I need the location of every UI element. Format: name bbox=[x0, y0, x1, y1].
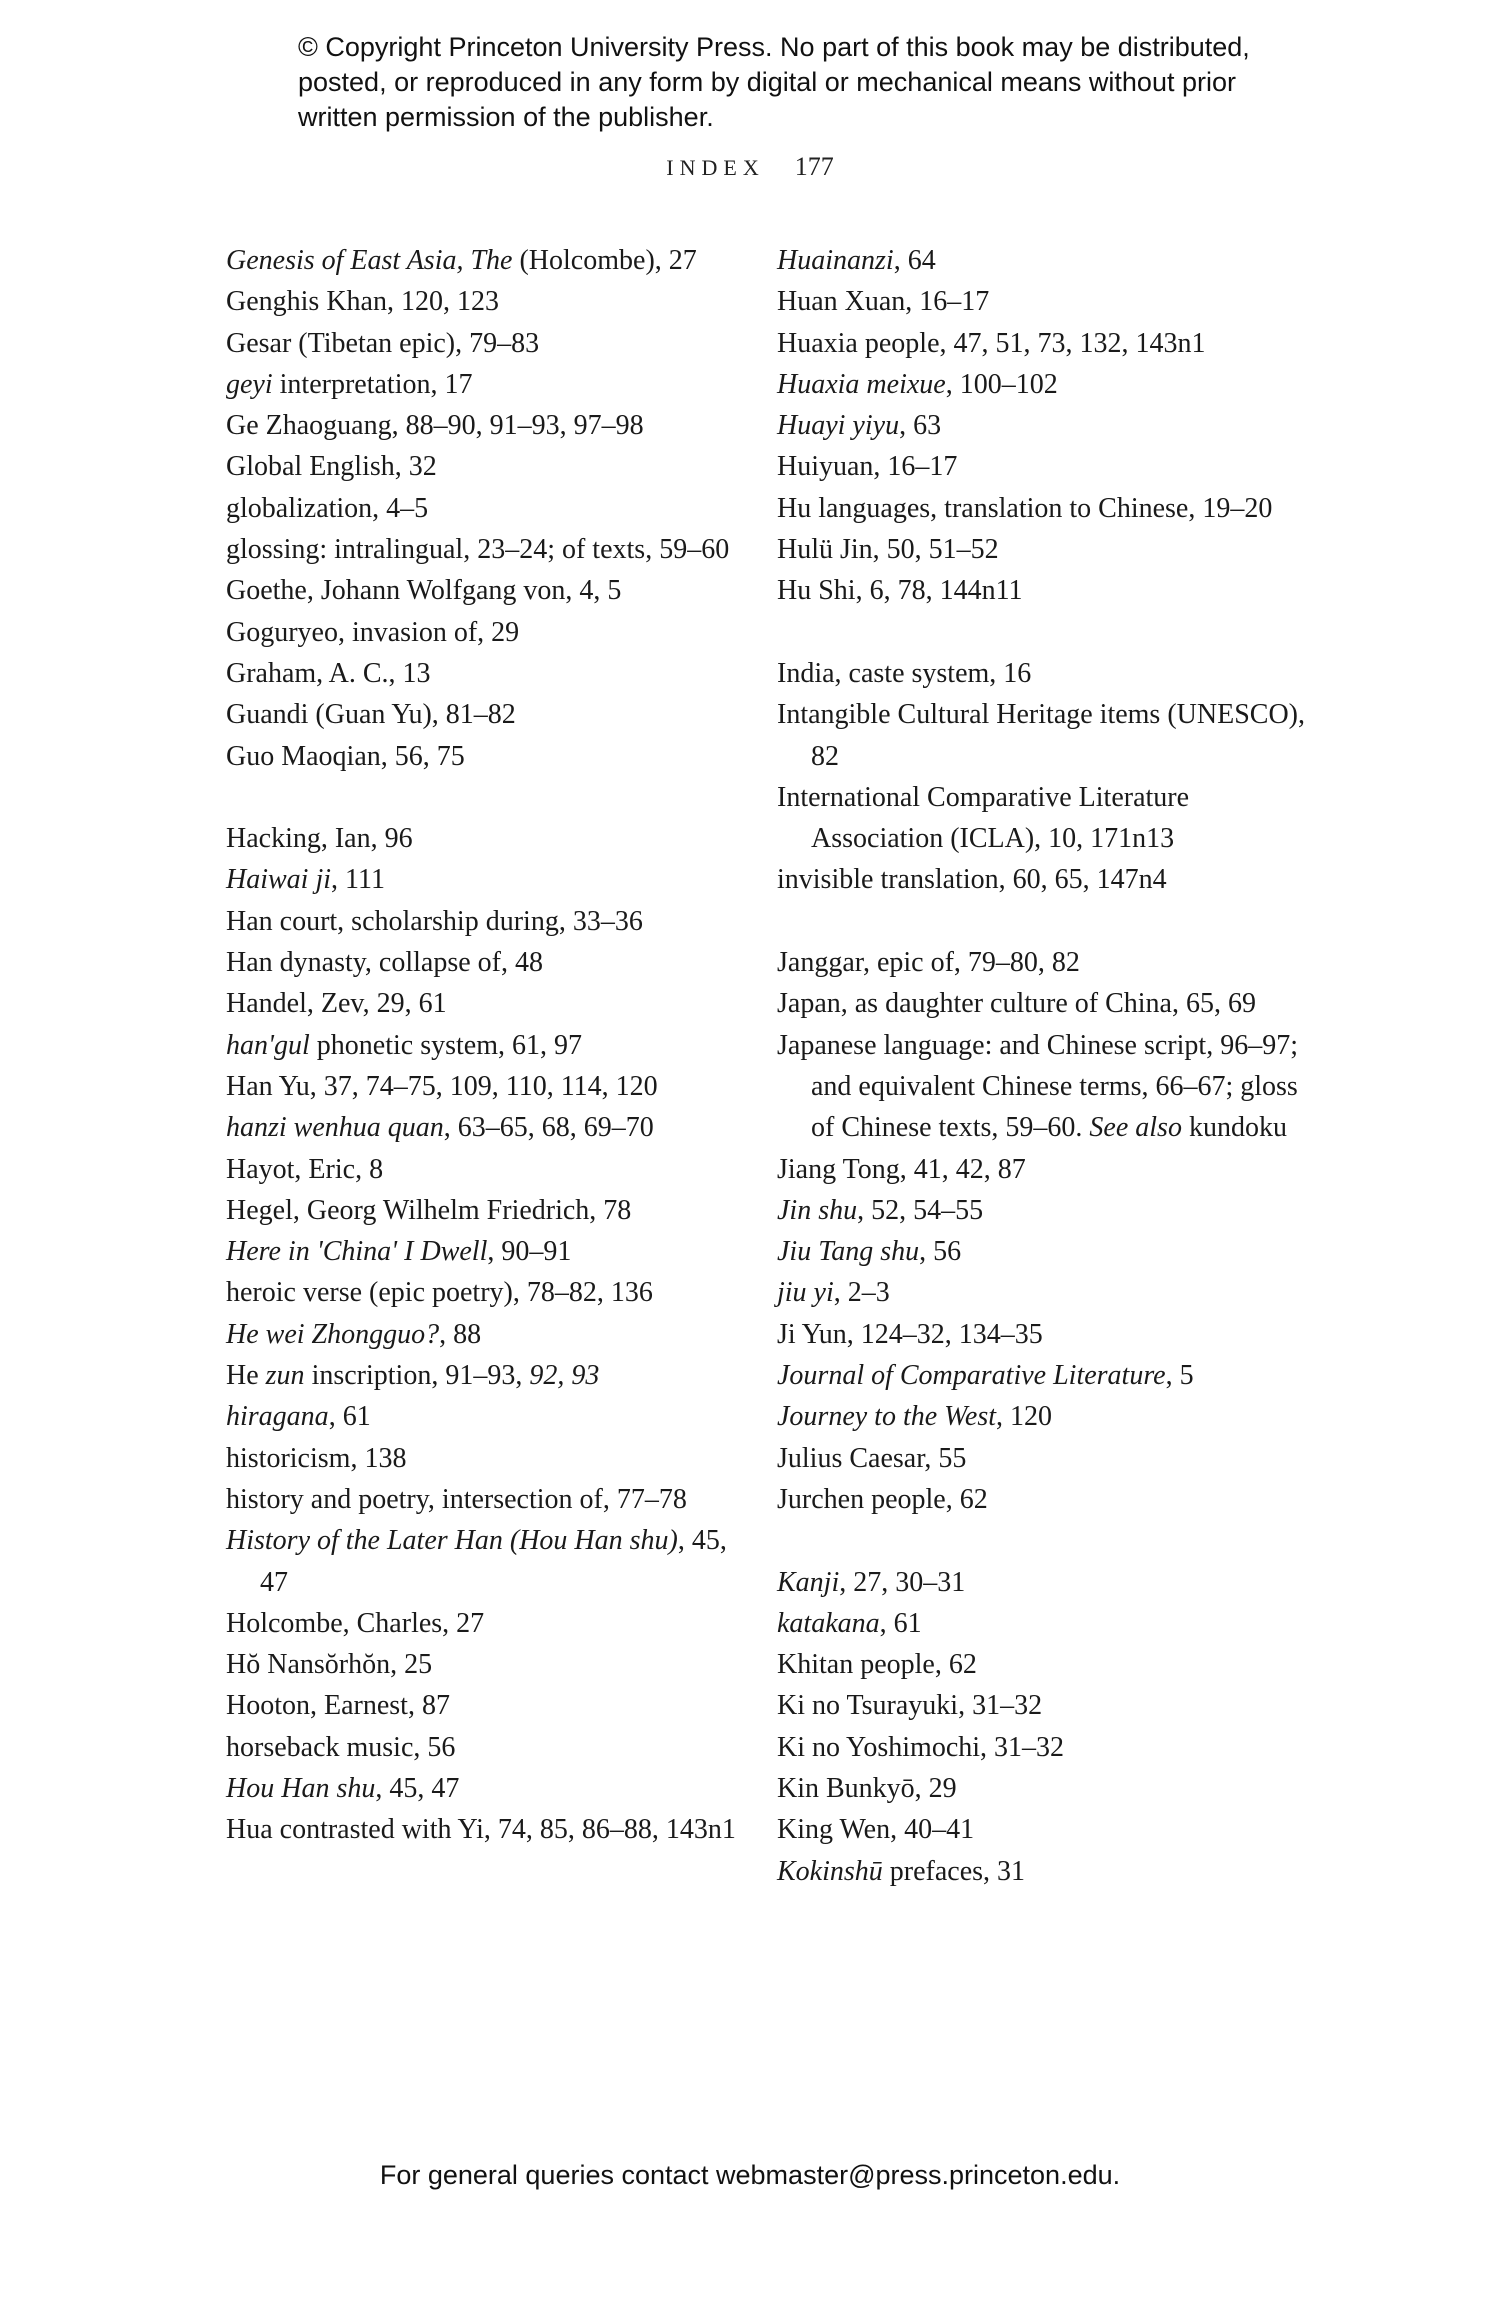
index-entry-text: Hacking, Ian, 96 bbox=[226, 823, 413, 855]
index-entry bbox=[226, 1438, 756, 1479]
index-entry-text: Guo Maoqian, 56, 75 bbox=[226, 740, 465, 772]
index-entry-text: Huan Xuan, 16–17 bbox=[777, 286, 990, 318]
index-column-right bbox=[777, 240, 1307, 1892]
index-entry bbox=[226, 942, 756, 983]
index-entry bbox=[226, 612, 756, 653]
index-entry bbox=[226, 1231, 756, 1272]
index-entry-text: , 63–65, 68, 69–70 bbox=[443, 1112, 654, 1144]
index-entry bbox=[777, 1355, 1307, 1396]
index-entry-italic-text: Huayi yiyu bbox=[777, 410, 900, 442]
index-entry-text: International Comparative Literature Association (ICLA), 10, 171n13 bbox=[777, 781, 1190, 855]
footer-contact: For general queries contact webmaster@press.princeton.edu. bbox=[379, 2160, 1121, 2190]
index-entry-italic-text: Kanji bbox=[777, 1566, 840, 1598]
index-entry bbox=[226, 1149, 756, 1190]
index-entry bbox=[226, 570, 756, 611]
index-entry-text: Kin Bunkyō, 29 bbox=[777, 1772, 957, 1804]
running-head-label: INDEX bbox=[666, 155, 765, 180]
index-entry-text: Goguryeo, invasion of, 29 bbox=[226, 616, 520, 648]
index-entry bbox=[226, 859, 756, 900]
index-entry-text: Gesar (Tibetan epic), 79–83 bbox=[226, 327, 540, 359]
index-entry bbox=[777, 1438, 1307, 1479]
index-entry-text: Guandi (Guan Yu), 81–82 bbox=[226, 699, 516, 731]
index-entry bbox=[777, 1768, 1307, 1809]
index-entry bbox=[226, 736, 756, 777]
index-entry bbox=[226, 1644, 756, 1685]
index-entry-italic-text: han'gul bbox=[226, 1029, 310, 1061]
index-entry bbox=[226, 240, 756, 281]
index-entry-text: , 120 bbox=[996, 1401, 1053, 1433]
index-entry-text: historicism, 138 bbox=[226, 1442, 407, 1474]
index-entry-italic-text: Haiwai ji bbox=[226, 864, 332, 896]
index-entry-text: heroic verse (epic poetry), 78–82, 136 bbox=[226, 1277, 653, 1309]
index-entry bbox=[777, 1727, 1307, 1768]
index-entry-text: history and poetry, intersection of, 77–78 bbox=[226, 1483, 687, 1515]
index-entry-text: Hegel, Georg Wilhelm Friedrich, 78 bbox=[226, 1194, 632, 1226]
index-entry-text: Global English, 32 bbox=[226, 451, 437, 483]
index-entry-text: Ki no Tsurayuki, 31–32 bbox=[777, 1690, 1043, 1722]
index-entry-text: Goethe, Johann Wolfgang von, 4, 5 bbox=[226, 575, 622, 607]
index-entry bbox=[777, 1562, 1307, 1603]
index-entry-text: kundoku bbox=[1181, 1112, 1287, 1144]
index-entry-text: glossing: intralingual, 23–24; of texts, 59–60 bbox=[226, 534, 730, 566]
index-entry-text: King Wen, 40–41 bbox=[777, 1814, 975, 1846]
index-entry-text: He bbox=[226, 1360, 266, 1392]
index-entry bbox=[226, 323, 756, 364]
index-entry bbox=[777, 570, 1307, 611]
index-entry-text: Japanese language: and Chinese script, 96–97; and equivalent Chinese terms, 66–67; gloss of Chinese texts, 59–60. bbox=[777, 1029, 1298, 1144]
index-entry bbox=[226, 1190, 756, 1231]
index-entry-text: , 2–3 bbox=[833, 1277, 890, 1309]
index-entry bbox=[226, 1520, 756, 1603]
index-entry bbox=[226, 1107, 756, 1148]
index-entry-italic-text: 92, 93 bbox=[529, 1360, 600, 1392]
index-entry-text: interpretation, 17 bbox=[272, 368, 473, 400]
index-entry-italic-text: Hou Han shu bbox=[226, 1772, 376, 1804]
index-entry-text: Han court, scholarship during, 33–36 bbox=[226, 905, 643, 937]
index-entry-text: , 61 bbox=[879, 1607, 922, 1639]
index-entry bbox=[777, 859, 1307, 900]
index-entry-italic-text: See also bbox=[1089, 1112, 1182, 1144]
index-entry bbox=[777, 1809, 1307, 1850]
section-gap bbox=[777, 901, 1307, 942]
index-entry-text: Huaxia people, 47, 51, 73, 132, 143n1 bbox=[777, 327, 1206, 359]
index-entry-text: , 64 bbox=[893, 245, 936, 276]
index-entry-text: , 27, 30–31 bbox=[839, 1566, 966, 1598]
index-entry bbox=[226, 694, 756, 735]
index-entry bbox=[777, 1603, 1307, 1644]
index-entry-italic-text: Huainanzi bbox=[777, 245, 894, 276]
index-entry-italic-text: Here in 'China' I Dwell bbox=[226, 1236, 488, 1268]
index-entry-italic-text: geyi bbox=[226, 368, 273, 400]
running-head bbox=[0, 152, 1500, 182]
index-entry-text: Hooton, Earnest, 87 bbox=[226, 1690, 450, 1722]
index-entry bbox=[226, 1314, 756, 1355]
index-entry-italic-text: Jin shu bbox=[777, 1194, 858, 1226]
index-entry bbox=[226, 529, 756, 570]
index-entry bbox=[226, 1768, 756, 1809]
index-entry-text: , 88 bbox=[439, 1318, 482, 1350]
index-entry-italic-text: He wei Zhongguo? bbox=[226, 1318, 440, 1350]
index-entry-text: , 45, 47 bbox=[260, 1525, 727, 1598]
index-entry-italic-text: Jiu Tang shu bbox=[777, 1236, 920, 1268]
index-entry bbox=[226, 1396, 756, 1437]
index-entry-italic-text: Journey to the West bbox=[777, 1401, 997, 1433]
index-entry bbox=[777, 240, 1307, 281]
index-column-left bbox=[226, 240, 756, 1851]
index-entry bbox=[777, 1479, 1307, 1520]
index-entry bbox=[226, 1479, 756, 1520]
index-entry-text: Graham, A. C., 13 bbox=[226, 657, 431, 689]
index-entry-text: Khitan people, 62 bbox=[777, 1649, 977, 1681]
index-entry bbox=[226, 1685, 756, 1726]
index-entry-italic-text: History of the Later Han (Hou Han shu) bbox=[226, 1525, 678, 1557]
index-entry-text: Jurchen people, 62 bbox=[777, 1483, 988, 1515]
index-entry-text: (Holcombe), 27 bbox=[512, 245, 697, 276]
index-entry bbox=[777, 1685, 1307, 1726]
index-entry-text: Hulü Jin, 50, 51–52 bbox=[777, 534, 999, 566]
index-entry-text: Janggar, epic of, 79–80, 82 bbox=[777, 947, 1080, 979]
index-entry bbox=[777, 405, 1307, 446]
index-entry bbox=[226, 364, 756, 405]
index-entry-text: , 52, 54–55 bbox=[857, 1194, 984, 1226]
index-entry-italic-text: zun bbox=[265, 1360, 305, 1392]
index-entry bbox=[226, 818, 756, 859]
index-entry bbox=[777, 1190, 1307, 1231]
index-entry-text: Han Yu, 37, 74–75, 109, 110, 114, 120 bbox=[226, 1070, 658, 1102]
index-entry-text: Hayot, Eric, 8 bbox=[226, 1153, 384, 1185]
index-entry-text: Jiang Tong, 41, 42, 87 bbox=[777, 1153, 1026, 1185]
index-entry-italic-text: Huaxia meixue bbox=[777, 368, 946, 400]
index-entry bbox=[777, 529, 1307, 570]
index-entry-text: phonetic system, 61, 97 bbox=[309, 1029, 582, 1061]
index-entry-text: Ki no Yoshimochi, 31–32 bbox=[777, 1731, 1065, 1763]
index-entry-text: , 61 bbox=[328, 1401, 371, 1433]
index-entry-text: prefaces, 31 bbox=[882, 1855, 1026, 1887]
index-entry bbox=[777, 777, 1307, 860]
index-entry bbox=[777, 1149, 1307, 1190]
index-entry bbox=[226, 901, 756, 942]
section-gap bbox=[226, 777, 756, 818]
index-entry-text: , 90–91 bbox=[487, 1236, 572, 1268]
index-entry-text: Ji Yun, 124–32, 134–35 bbox=[777, 1318, 1043, 1350]
index-entry-text: , 5 bbox=[1165, 1360, 1194, 1392]
index-entry-text: Japan, as daughter culture of China, 65, 69 bbox=[777, 988, 1256, 1020]
index-entry-text: Ge Zhaoguang, 88–90, 91–93, 97–98 bbox=[226, 410, 644, 442]
page-number: 177 bbox=[794, 152, 834, 181]
index-entry-text: invisible translation, 60, 65, 147n4 bbox=[777, 864, 1167, 896]
index-entry bbox=[226, 1272, 756, 1313]
index-entry-text: Handel, Zev, 29, 61 bbox=[226, 988, 447, 1020]
index-entry bbox=[777, 1644, 1307, 1685]
index-entry-italic-text: hiragana bbox=[226, 1401, 329, 1433]
index-entry bbox=[777, 446, 1307, 487]
index-entry bbox=[226, 983, 756, 1024]
index-entry-text: , 56 bbox=[919, 1236, 962, 1268]
index-entry bbox=[226, 405, 756, 446]
index-entry bbox=[226, 653, 756, 694]
index-entry-italic-text: katakana bbox=[777, 1607, 880, 1639]
index-entry bbox=[226, 1066, 756, 1107]
index-entry bbox=[777, 1396, 1307, 1437]
index-entry bbox=[226, 281, 756, 322]
index-entry-text: , 111 bbox=[331, 864, 385, 896]
index-entry-italic-text: jiu yi bbox=[777, 1277, 834, 1309]
index-entry bbox=[777, 1314, 1307, 1355]
index-entry-text: , 45, 47 bbox=[375, 1772, 460, 1804]
index-entry-text: Hu Shi, 6, 78, 144n11 bbox=[777, 575, 1023, 607]
index-entry-text: horseback music, 56 bbox=[226, 1731, 456, 1763]
index-entry-text: Hu languages, translation to Chinese, 19–20 bbox=[777, 492, 1273, 524]
index-entry bbox=[777, 653, 1307, 694]
index-entry bbox=[226, 446, 756, 487]
index-entry bbox=[777, 942, 1307, 983]
index-entry bbox=[777, 1272, 1307, 1313]
index-entry-italic-text: hanzi wenhua quan bbox=[226, 1112, 444, 1144]
index-entry bbox=[777, 281, 1307, 322]
index-entry bbox=[777, 983, 1307, 1024]
index-entry-text: Holcombe, Charles, 27 bbox=[226, 1607, 485, 1639]
index-entry-text: Genghis Khan, 120, 123 bbox=[226, 286, 499, 318]
index-entry-text: Han dynasty, collapse of, 48 bbox=[226, 947, 543, 979]
index-entry-italic-text: Kokinshū bbox=[777, 1855, 883, 1887]
index-entry-text: globalization, 4–5 bbox=[226, 492, 429, 524]
index-entry-text: Julius Caesar, 55 bbox=[777, 1442, 967, 1474]
copyright-notice: © Copyright Princeton University Press. No part of this book may be distributed, posted, or reproduced in any form by digital or mechanical means without prior written permission of the publisher. bbox=[298, 32, 1250, 132]
index-entry bbox=[777, 364, 1307, 405]
index-entry bbox=[226, 1355, 756, 1396]
index-entry bbox=[226, 1809, 756, 1850]
index-entry bbox=[777, 1231, 1307, 1272]
index-entry bbox=[777, 1851, 1307, 1892]
index-entry-text: Intangible Cultural Heritage items (UNESCO), 82 bbox=[777, 699, 1305, 772]
index-entry-text: Hŏ Nansŏrhŏn, 25 bbox=[226, 1649, 433, 1681]
index-entry bbox=[226, 488, 756, 529]
index-entry-text: Hua contrasted with Yi, 74, 85, 86–88, 143n1 bbox=[226, 1814, 736, 1846]
index-entry-text: India, caste system, 16 bbox=[777, 657, 1032, 689]
index-entry-text: , 100–102 bbox=[945, 368, 1058, 400]
index-entry-italic-text: Journal of Comparative Literature bbox=[777, 1360, 1166, 1392]
index-entry bbox=[226, 1603, 756, 1644]
index-entry-text: inscription, 91–93, bbox=[304, 1360, 530, 1392]
index-entry-text: , 63 bbox=[899, 410, 942, 442]
index-entry bbox=[777, 488, 1307, 529]
index-entry bbox=[226, 1727, 756, 1768]
index-entry bbox=[777, 323, 1307, 364]
section-gap bbox=[777, 612, 1307, 653]
index-entry-text: Huiyuan, 16–17 bbox=[777, 451, 958, 483]
index-entry-italic-text: Genesis of East Asia, The bbox=[226, 245, 513, 276]
section-gap bbox=[777, 1520, 1307, 1561]
index-entry bbox=[777, 1025, 1307, 1149]
index-entry bbox=[777, 694, 1307, 777]
index-entry bbox=[226, 1025, 756, 1066]
